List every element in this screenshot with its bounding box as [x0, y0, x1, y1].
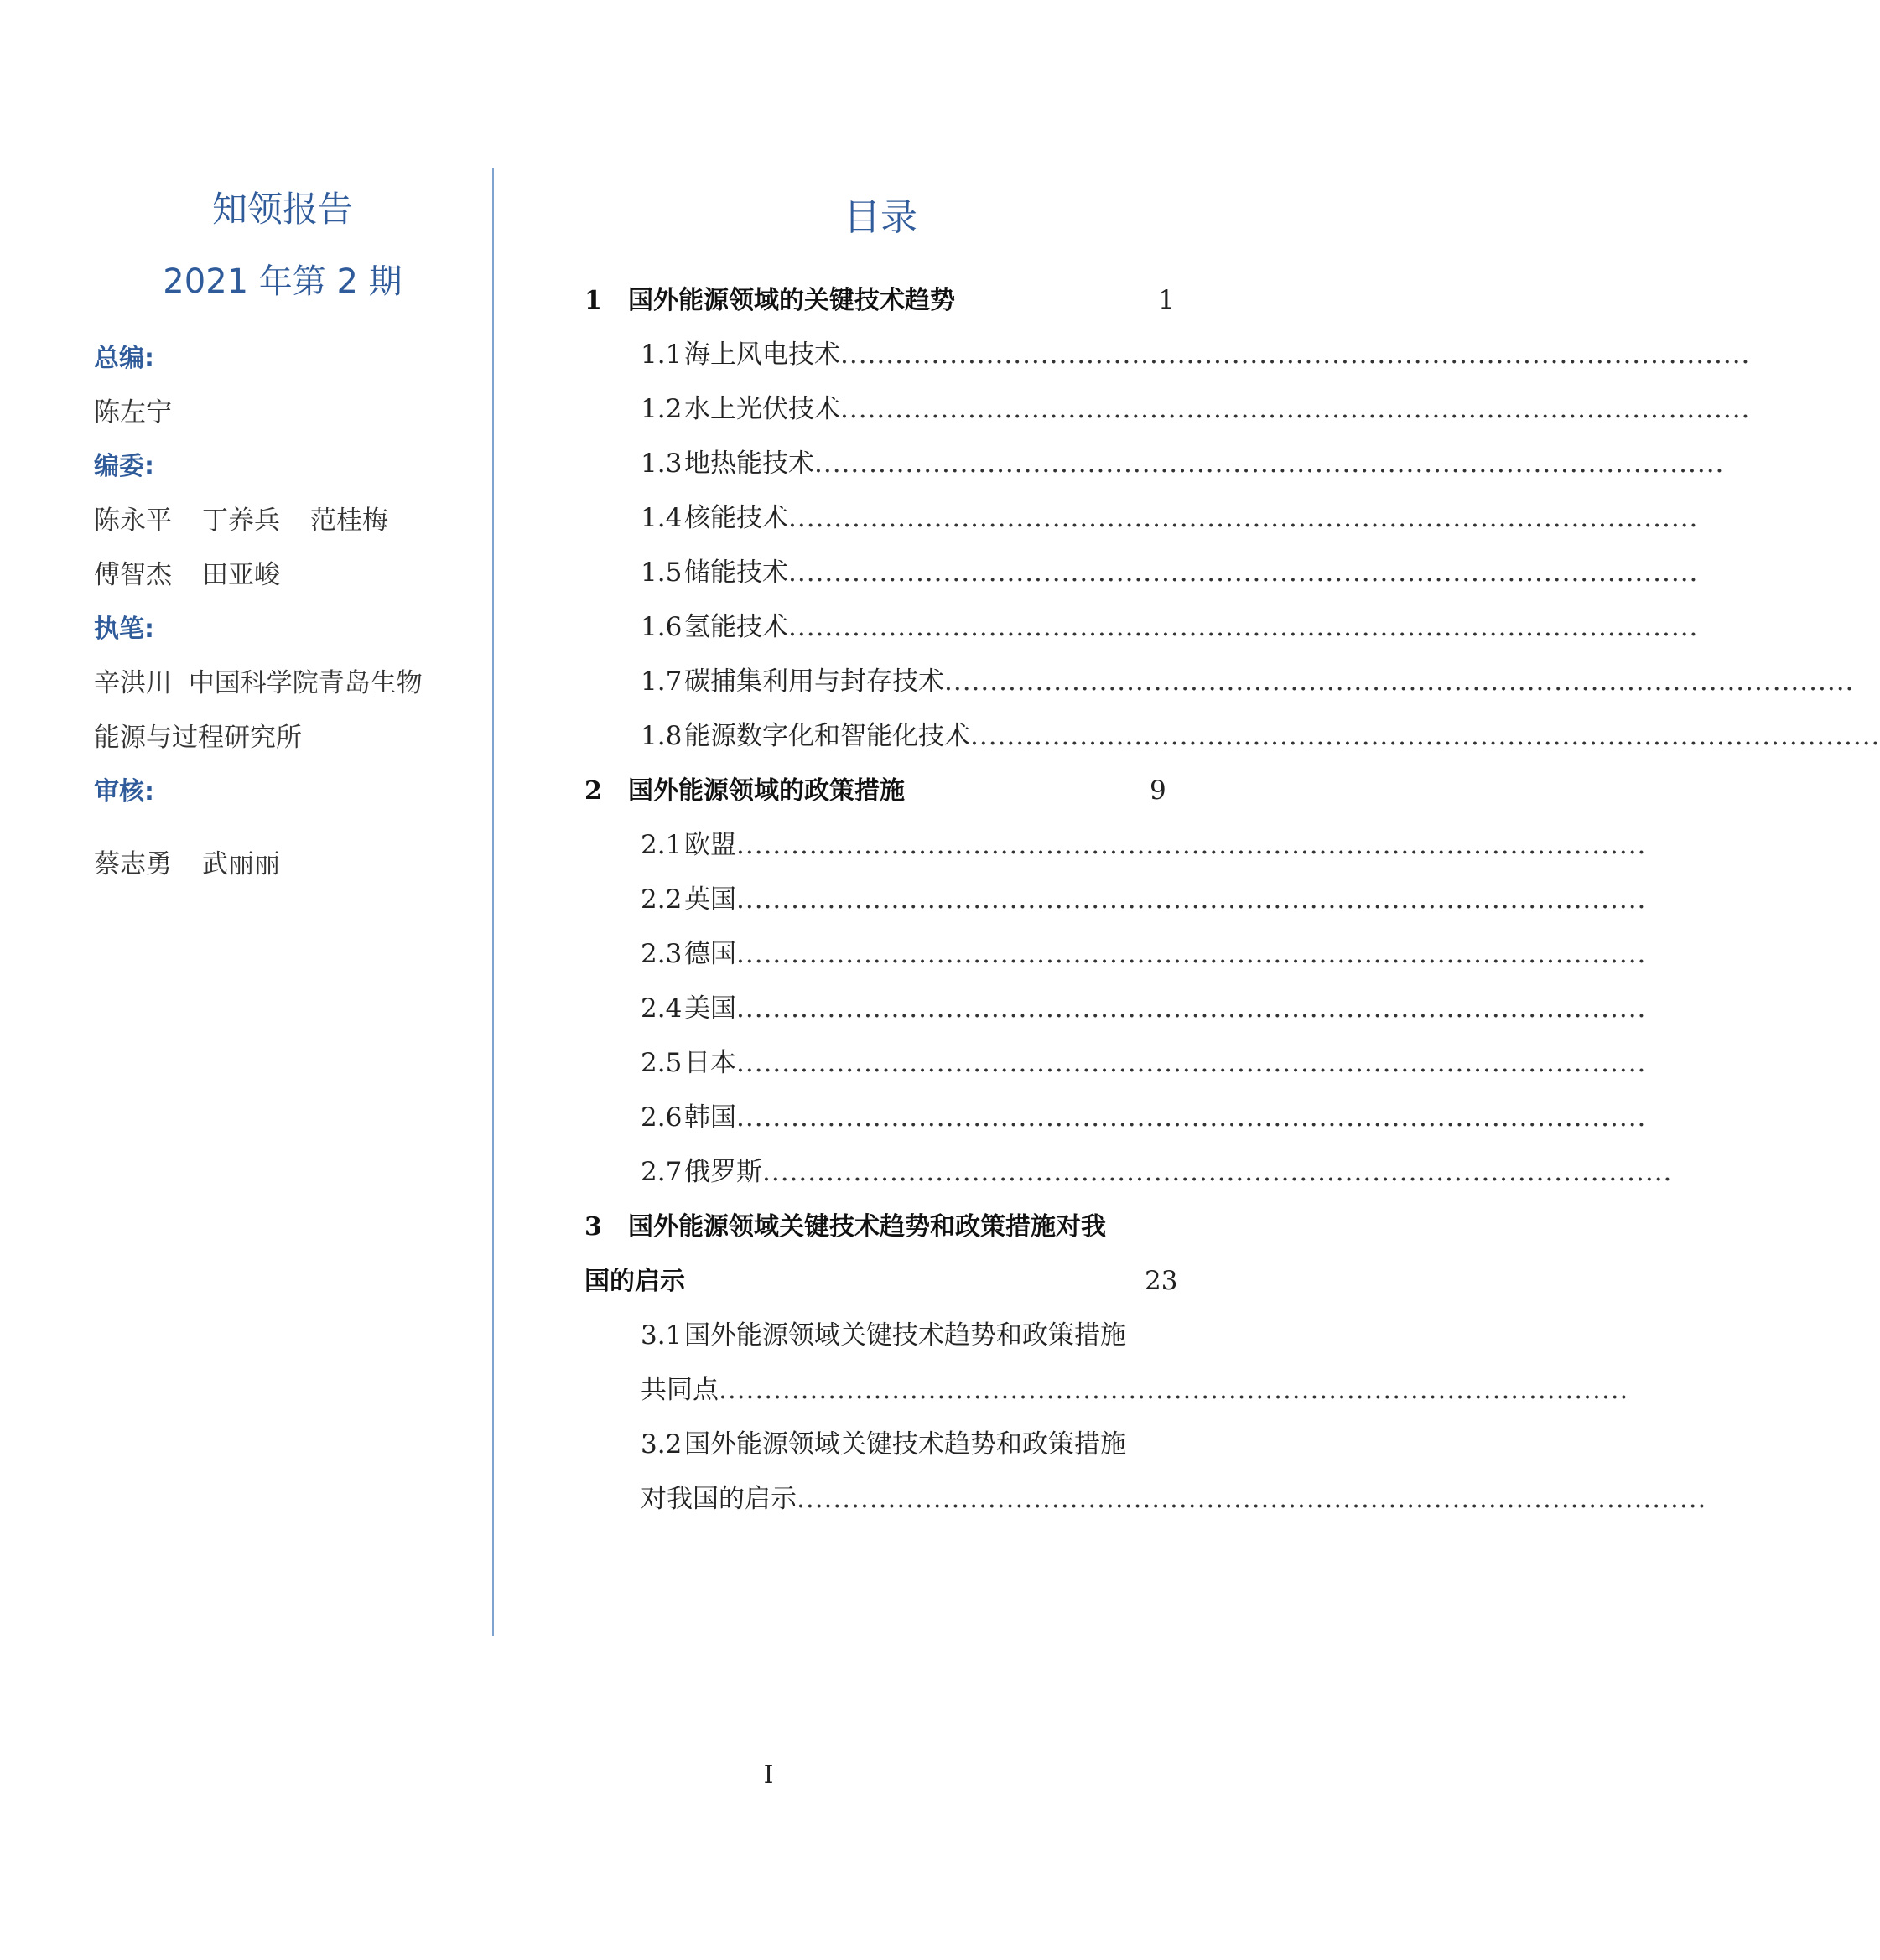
toc-item-continued[interactable] — [584, 1472, 1707, 1527]
reviewer: 武丽丽 — [202, 849, 280, 879]
toc-item[interactable] — [584, 873, 1647, 927]
board-member: 田亚峻 — [202, 560, 280, 590]
item-title: 氢能技术 — [684, 612, 788, 642]
chapter-title-line-2: 国的启示 — [584, 1267, 685, 1296]
item-number: 2.5 — [641, 1048, 683, 1078]
chapter-number: 1 — [584, 286, 602, 315]
reviewer: 蔡志勇 — [94, 849, 172, 879]
chapter-page-number: 9 — [1150, 775, 1166, 806]
dot-leader: .................................................................................................... — [762, 1157, 1673, 1187]
item-title: 美国 — [684, 993, 736, 1024]
item-title: 欧盟 — [684, 830, 736, 860]
editorial-board-label: 编委: — [94, 452, 154, 481]
toc-item[interactable] — [584, 328, 1751, 382]
editorial-board-line-2 — [94, 548, 471, 603]
report-issue: 2021 年第 2 期 — [163, 262, 402, 301]
item-title: 英国 — [684, 884, 736, 915]
item-number: 2.3 — [641, 939, 683, 969]
board-member: 陈永平 — [94, 506, 172, 536]
board-member: 傅智杰 — [94, 560, 172, 590]
item-title: 德国 — [684, 939, 736, 969]
dot-leader: .................................................................................................... — [788, 612, 1699, 642]
dot-leader: .................................................................................................... — [736, 1102, 1647, 1133]
report-info-column — [94, 184, 471, 892]
item-number: 1.5 — [641, 557, 683, 588]
toc-chapter-3[interactable] — [584, 1200, 1386, 1254]
dot-leader: .................................................................................................... — [840, 394, 1751, 424]
item-number: 1.1 — [641, 340, 683, 370]
item-title: 海上风电技术 — [684, 340, 840, 370]
dot-leader: .................................................................................................... — [788, 503, 1699, 533]
page-number: I — [763, 1760, 774, 1790]
item-title: 水上光伏技术 — [684, 394, 840, 424]
item-number: 2.4 — [641, 993, 683, 1024]
dot-leader: .................................................................................................... — [814, 449, 1725, 479]
item-number: 1.3 — [641, 449, 683, 479]
writer-line-1: 辛洪川 中国科学院青岛生物 — [94, 668, 423, 698]
toc-item[interactable] — [584, 546, 1699, 600]
chapter-number: 3 — [584, 1212, 602, 1242]
item-number: 2.6 — [641, 1102, 683, 1133]
item-title-line-1: 国外能源领域关键技术趋势和政策措施 — [684, 1429, 1126, 1460]
item-title: 日本 — [684, 1048, 736, 1078]
dot-leader: .................................................................................................... — [736, 993, 1647, 1024]
reviewer-label: 审核: — [94, 777, 154, 806]
chapter-page-number: 1 — [1158, 285, 1175, 315]
chapter-page-number: 23 — [1145, 1266, 1178, 1296]
item-number: 1.8 — [641, 721, 683, 751]
item-title: 韩国 — [684, 1102, 736, 1133]
toc-item[interactable] — [584, 709, 1880, 764]
writer-line-2: 能源与过程研究所 — [94, 723, 302, 753]
item-number: 1.7 — [641, 666, 683, 697]
dot-leader: .................................................................................................... — [736, 830, 1647, 860]
editorial-board-line-1 — [94, 494, 471, 548]
dot-leader: .................................................................................................... — [944, 666, 1855, 697]
dot-leader: .................................................................................................... — [840, 340, 1751, 370]
item-title-line-1: 国外能源领域关键技术趋势和政策措施 — [684, 1320, 1126, 1351]
dot-leader: .................................................................................................... — [797, 1484, 1707, 1514]
toc-title: 目录 — [844, 196, 917, 239]
writer-label: 执笔: — [94, 614, 154, 644]
item-number: 2.2 — [641, 884, 683, 915]
chapter-number: 2 — [584, 776, 602, 806]
toc-item[interactable] — [584, 655, 1855, 709]
item-number: 3.1 — [641, 1320, 683, 1351]
chief-editor-label: 总编: — [94, 344, 154, 373]
column-divider — [492, 168, 494, 1636]
dot-leader: .................................................................................................... — [970, 721, 1880, 751]
dot-leader: .................................................................................................... — [736, 1048, 1647, 1078]
dot-leader: .................................................................................................... — [788, 557, 1699, 588]
item-title: 俄罗斯 — [684, 1157, 762, 1187]
dot-leader: .................................................................................................... — [736, 939, 1647, 969]
item-number: 1.2 — [641, 394, 683, 424]
item-number: 1.6 — [641, 612, 683, 642]
toc-item[interactable] — [584, 600, 1699, 655]
chapter-title: 国外能源领域的关键技术趋势 — [628, 286, 955, 315]
item-title: 地热能技术 — [684, 449, 814, 479]
item-title: 碳捕集利用与封存技术 — [684, 666, 944, 697]
toc-item[interactable] — [584, 1309, 1386, 1363]
dot-leader: .................................................................................................... — [736, 884, 1647, 915]
reviewer-names — [94, 837, 471, 892]
toc-chapter-2[interactable] — [584, 764, 1386, 818]
toc-item[interactable] — [584, 491, 1699, 546]
toc-item[interactable] — [584, 927, 1647, 982]
toc-item-continued[interactable] — [584, 1363, 1629, 1418]
item-number: 2.7 — [641, 1157, 683, 1187]
chapter-title-line-1: 国外能源领域关键技术趋势和政策措施对我 — [628, 1212, 1106, 1242]
report-title: 知领报告 — [211, 189, 353, 230]
item-number: 1.4 — [641, 503, 683, 533]
toc-chapter-1[interactable] — [584, 273, 1386, 328]
chapter-title: 国外能源领域的政策措施 — [628, 776, 905, 806]
toc-item[interactable] — [584, 1145, 1673, 1200]
toc-item[interactable] — [584, 1091, 1647, 1145]
item-title-line-2: 对我国的启示 — [641, 1484, 797, 1514]
item-number: 3.2 — [641, 1429, 683, 1460]
board-member: 丁养兵 — [202, 506, 280, 536]
toc-item[interactable] — [584, 382, 1751, 437]
item-number: 2.1 — [641, 830, 683, 860]
table-of-contents — [584, 273, 1880, 1527]
chief-editor-name: 陈左宁 — [94, 397, 172, 428]
toc-item[interactable] — [584, 982, 1647, 1036]
dot-leader: .................................................................................................... — [719, 1375, 1629, 1405]
toc-item[interactable] — [584, 437, 1725, 491]
toc-item[interactable] — [584, 1418, 1386, 1472]
item-title: 储能技术 — [684, 557, 788, 588]
item-title: 能源数字化和智能化技术 — [684, 721, 970, 751]
board-member: 范桂梅 — [310, 506, 388, 536]
toc-item[interactable] — [584, 1036, 1647, 1091]
item-title: 核能技术 — [684, 503, 788, 533]
toc-chapter-3-continued[interactable] — [584, 1254, 1386, 1309]
item-title-line-2: 共同点 — [641, 1375, 719, 1405]
toc-item[interactable] — [584, 818, 1647, 873]
